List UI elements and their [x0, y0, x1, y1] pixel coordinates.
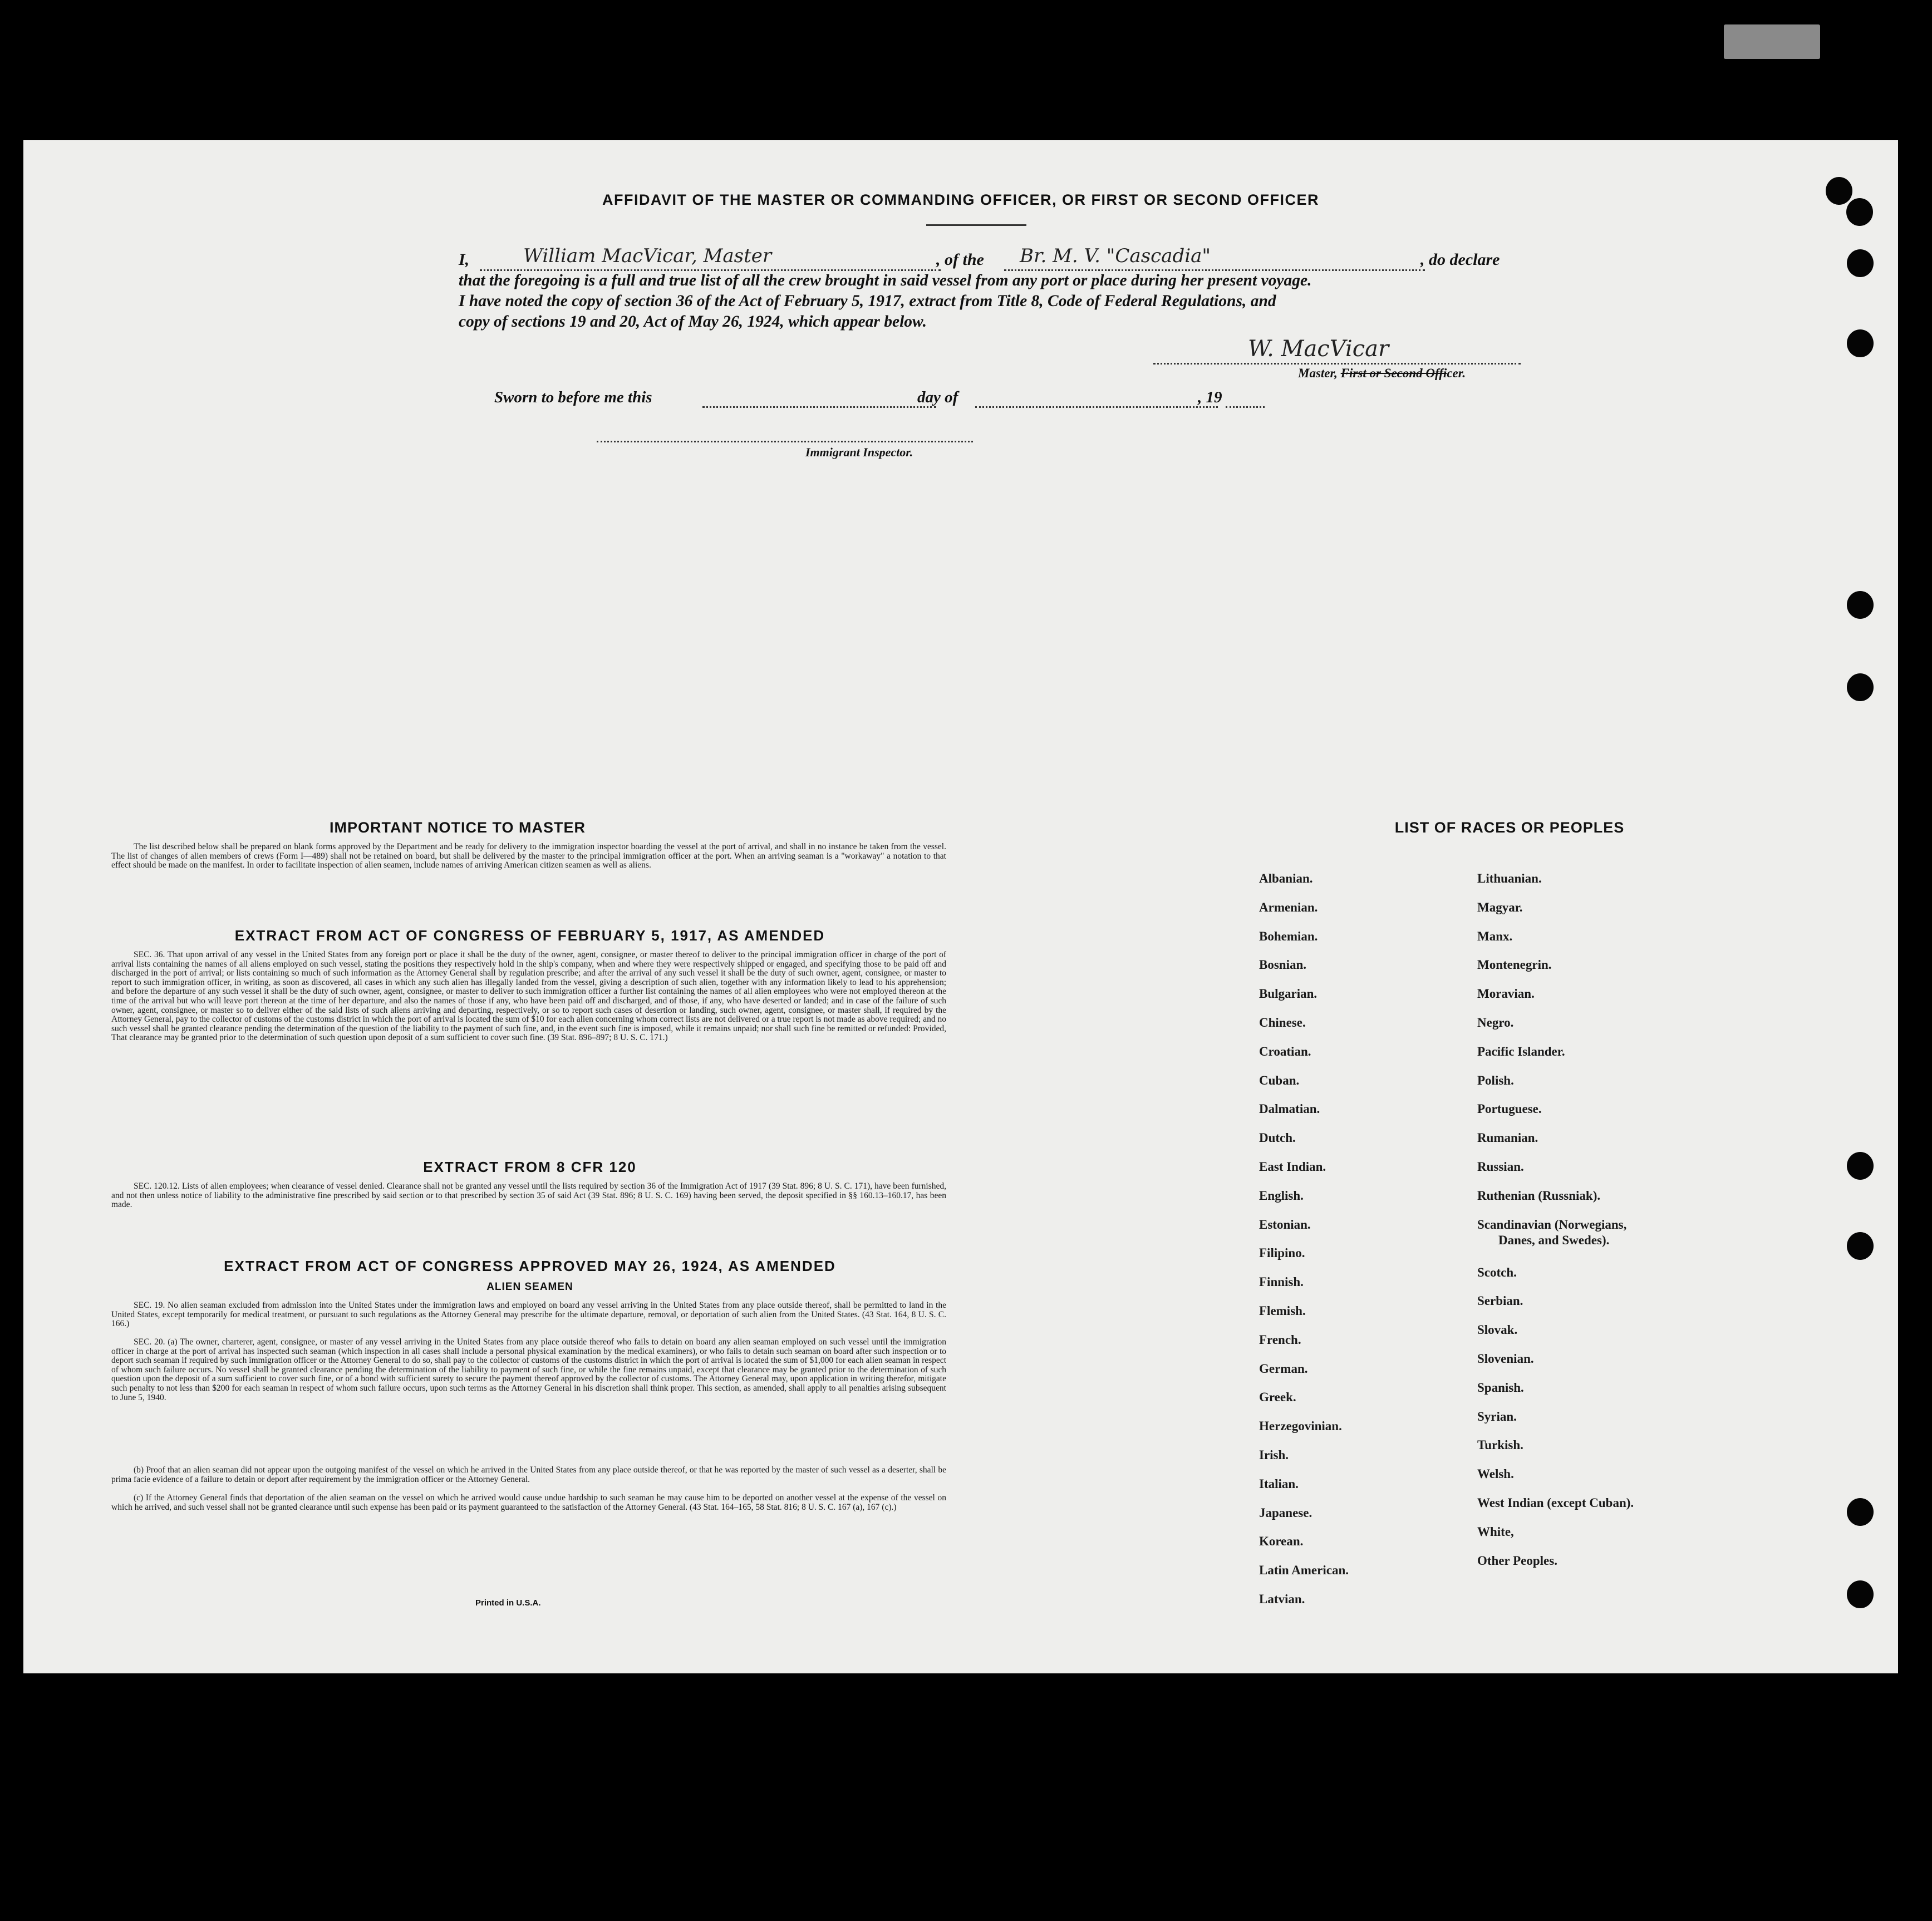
- race-item: Spanish.: [1477, 1380, 1524, 1395]
- declaration-pre-name: I,: [459, 250, 470, 269]
- declaration-line-3: I have noted the copy of section 36 of the Act of February 5, 1917, extract from Title 8, Code of Federal Regulations, and: [459, 292, 1276, 310]
- declaration-of-the: , of the: [936, 250, 984, 269]
- race-item: Korean.: [1259, 1534, 1304, 1549]
- sec-20a-text: SEC. 20. (a) The owner, charterer, agent, consignee, or master of any vessel arriving in the United States from any place outside thereof who fails to detain on board any alien seaman employed on such vessel until the immigration officer in charge at the port of arrival has inspected such seaman (which inspection in all cases shall include a personal physical examination by the medical examiners), or who fails to detain such seaman on board after such inspection or to deport such seaman if required by such immigration officer or the Attorney General to do so, shall pay to the collector of customs of the customs district in which the port of arrival is located the sum of $1,000 for each alien seaman in respect of whom such failure occurs. No vessel shall be granted clearance pending the determination of the liability to payment of such fine, or while the fine remains unpaid, except that clearance may be granted prior to the determination of such question upon the deposit of a sum sufficient to cover such fine, or of a bond with sufficient surety to secure the payment thereof approved by the collector of customs. The Attorney General may, upon application in writing therefor, mitigate such penalty to not less than $200 for each seaman in respect of whom such failure occurs, upon such terms as the Attorney General in his discretion shall think proper. This section, as amended, shall apply to all penalties arising subsequent to June 5, 1940.: [111, 1337, 946, 1402]
- race-item: Danes, and Swedes).: [1498, 1233, 1610, 1247]
- race-item: Dalmatian.: [1259, 1102, 1320, 1116]
- race-item: Herzegovinian.: [1259, 1419, 1342, 1434]
- officer-label-struck: First or Second Offi: [1340, 366, 1447, 380]
- document-page: [23, 140, 1898, 1673]
- vessel-dotline: [1004, 269, 1425, 271]
- master-label: Master,: [1298, 366, 1338, 380]
- race-item: Magyar.: [1477, 900, 1523, 914]
- sec-20c-text: (c) If the Attorney General finds that deportation of the alien seaman on the vessel on which he arrived would cause undue hardship to such seaman he may cause him to be deported on another vessel at the expense of the vessel on which he arrived, and such vessel shall not be granted clearance until such expense has been paid or its payment guaranteed to the satisfaction of the Attorney General. (43 Stat. 164–165, 58 Stat. 816; 8 U. S. C. 167 (a), 167 (c).): [111, 1493, 946, 1512]
- race-item: Manx.: [1477, 929, 1513, 943]
- race-item: Estonian.: [1259, 1217, 1311, 1232]
- race-item: Portuguese.: [1477, 1102, 1542, 1116]
- punch-hole: [1847, 329, 1874, 357]
- race-item: Lithuanian.: [1477, 871, 1542, 885]
- race-item: Latin American.: [1259, 1563, 1349, 1578]
- races-title: LIST OF RACES OR PEOPLES: [1394, 819, 1625, 836]
- sec-19-text: SEC. 19. No alien seaman excluded from admission into the United States under the immigration laws and employed on board any vessel arriving in the United States from any place outside thereof, shall be permitted to land in the United States, except temporarily for medical treatment, or pursuant to such regulations as the Attorney General may prescribe for the ultimate departure, removal, or deportation of such alien from the United States. (43 Stat. 164, 8 U. S. C. 166.): [111, 1301, 946, 1329]
- race-item: Greek.: [1259, 1390, 1296, 1405]
- race-item: Turkish.: [1477, 1438, 1523, 1452]
- alien-seamen-subtitle: ALIEN SEAMEN: [486, 1281, 573, 1293]
- notice-body: The list described below shall be prepared on blank forms approved by the Department and be ready for delivery to the immigration inspector boarding the vessel at the port of arrival, and shall in no instance be taken from the vessel. The list of changes of alien members of crews (Form I—489) shall not be retained on board, but shall be delivered by the master to the principal immigration officer at the port. When an arriving seaman is a "workaway" a notation to that effect should be made on the manifest. In order to facilitate inspection of alien seamen, include names of arriving American citizen seamen as well as aliens.: [111, 842, 946, 870]
- punch-hole: [1847, 673, 1874, 701]
- master-signature: W. MacVicar: [1248, 336, 1389, 362]
- race-item: West Indian (except Cuban).: [1477, 1496, 1634, 1510]
- sworn-month-dotline: [975, 406, 1218, 408]
- race-item: Pacific Islander.: [1477, 1044, 1565, 1058]
- race-item: Armenian.: [1259, 900, 1318, 914]
- race-item: Bosnian.: [1259, 958, 1307, 972]
- race-item: German.: [1259, 1361, 1308, 1376]
- race-item: Montenegrin.: [1477, 958, 1552, 972]
- punch-hole: [1847, 591, 1874, 619]
- race-item: Russian.: [1477, 1160, 1524, 1174]
- race-item: Scotch.: [1477, 1265, 1517, 1279]
- vessel-name-field: Br. M. V. "Cascadia": [1020, 245, 1211, 267]
- race-item: Negro.: [1477, 1016, 1514, 1030]
- race-item: Other Peoples.: [1477, 1553, 1557, 1568]
- punch-hole: [1847, 249, 1874, 277]
- inspector-label: Immigrant Inspector.: [805, 445, 913, 459]
- race-item: Japanese.: [1259, 1505, 1312, 1520]
- race-item: East Indian.: [1259, 1160, 1326, 1174]
- race-item: Cuban.: [1259, 1073, 1300, 1087]
- declaration-line-2: that the foregoing is a full and true list of all the crew brought in said vessel from any port or place during her present voyage.: [459, 272, 1312, 289]
- race-item: Rumanian.: [1477, 1131, 1538, 1145]
- race-item: Flemish.: [1259, 1304, 1306, 1318]
- officer-label: [1298, 366, 1466, 381]
- punch-hole: [1847, 1232, 1874, 1260]
- race-item: Italian.: [1259, 1476, 1299, 1491]
- extract-1917-title: EXTRACT FROM ACT OF CONGRESS OF FEBRUARY 5, 1917, AS AMENDED: [234, 927, 825, 944]
- punch-hole: [1847, 1152, 1874, 1180]
- race-item: Welsh.: [1477, 1467, 1514, 1481]
- page-title: AFFIDAVIT OF THE MASTER OR COMMANDING OFFICER, OR FIRST OR SECOND OFFICER: [602, 191, 1319, 208]
- race-item: Scandinavian (Norwegians,: [1477, 1217, 1627, 1232]
- extract-cfr-title: EXTRACT FROM 8 CFR 120: [423, 1159, 637, 1175]
- extract-1924-title: EXTRACT FROM ACT OF CONGRESS APPROVED MAY 26, 1924, AS AMENDED: [224, 1258, 836, 1274]
- printed-in-usa: Printed in U.S.A.: [475, 1598, 541, 1608]
- sec-20b-text: (b) Proof that an alien seaman did not appear upon the outgoing manifest of the vessel on which he arrived in the United States from any place outside thereof, or that he was reported by the master of such vessel as a deserter, shall be prima facie evidence of a failure to detain or deport after requirement by the immigration officer or the Attorney General.: [111, 1465, 946, 1484]
- race-item: Ruthenian (Russniak).: [1477, 1188, 1601, 1203]
- race-item: Syrian.: [1477, 1409, 1517, 1423]
- sworn-year-dotline: [1226, 406, 1265, 408]
- race-item: Bulgarian.: [1259, 987, 1318, 1001]
- race-item: Albanian.: [1259, 871, 1313, 885]
- race-item: Slovak.: [1477, 1323, 1518, 1337]
- extract-cfr-body: SEC. 120.12. Lists of alien employees; when clearance of vessel denied. Clearance shall not be granted any vessel until the lists required by section 36 of the Immigration Act of 1917 (39 Stat. 896; 8 U. S. C. 171), have been furnished, and not then unless notice of liability to the administrative fine prescribed by said section or to that prescribed by section 35 of said Act (39 Stat. 896; 8 U. S. C. 169) having been served, the deposit specified in §§ 160.13–160.17, has been made.: [111, 1181, 946, 1210]
- extract-1917-body: SEC. 36. That upon arrival of any vessel in the United States from any foreign port or place it shall be the duty of the owner, agent, consignee, or master thereof to deliver to the principal immigration officer in charge of the port of arrival lists containing the names of all aliens employed on such vessel, stating the positions they respectively hold in the ship's company, when and where they were respectively shipped or engaged, and specifying those to be paid off and discharged in the port of arrival; or lists containing so much of such information as the Attorney General shall by regulation prescribe; and after the arrival of any such vessel it shall be the duty of such owner, agent, consignee, or master to report to such immigration officer, in writing, as soon as discovered, all cases in which any such alien has illegally landed from the vessel, giving a description of such alien, together with any information likely to lead to his apprehension; and before the departure of any such vessel it shall be the duty of such owner, agent, consignee, or master to deliver to such immigration officer a further list containing the names of all alien employees who were not employed thereon at the time of the arrival but who will leave port thereon at the time of her departure, and also the names of those if any, who have been paid off and discharged, and of those, if any, who have deserted or landed; and in case of the failure of such owner, agent, consignee, or master so to deliver either of the said lists of such aliens arriving and departing, respectively, or so to report such cases of desertion or landing, such owner, agent, consignee, or master shall, if required by the Attorney General, pay to the collector of customs of the customs district in which the port of arrival is located the sum of $10 for each alien concerning whom correct lists are not delivered or a true report is not made as above required; and no such vessel shall be granted clearance pending the determination of the question of the liability to the payment of such fine, and, in the event such fine is imposed, while it remains unpaid; nor shall such fine be remitted or refunded: Provided, That clearance may be granted prior to the determination of such question upon deposit of a sum sufficient to cover such fine. (39 Stat. 896–897; 8 U. S. C. 171.): [111, 950, 946, 1043]
- title-rule: [926, 224, 1026, 226]
- film-tab: [1724, 24, 1820, 59]
- race-item: Bohemian.: [1259, 929, 1318, 943]
- sworn-year: , 19: [1198, 388, 1222, 406]
- punch-hole: [1847, 1580, 1874, 1608]
- race-item: Irish.: [1259, 1448, 1289, 1462]
- punch-hole: [1847, 1498, 1874, 1526]
- race-item: English.: [1259, 1188, 1304, 1203]
- notice-title: IMPORTANT NOTICE TO MASTER: [330, 819, 586, 836]
- declaration-do-declare: , do declare: [1420, 250, 1500, 269]
- race-item: Croatian.: [1259, 1044, 1311, 1058]
- race-item: Filipino.: [1259, 1246, 1305, 1260]
- race-item: Serbian.: [1477, 1294, 1523, 1308]
- name-dotline: [480, 269, 941, 271]
- declaration-line-4: copy of sections 19 and 20, Act of May 26, 1924, which appear below.: [459, 313, 927, 331]
- race-item: Dutch.: [1259, 1131, 1296, 1145]
- race-item: Finnish.: [1259, 1275, 1304, 1289]
- officer-label-tail: cer.: [1447, 366, 1466, 380]
- sworn-day-dotline: [702, 406, 936, 408]
- race-item: White,: [1477, 1524, 1514, 1539]
- race-item: Slovenian.: [1477, 1352, 1534, 1366]
- signature-dotline: [1153, 363, 1521, 365]
- race-item: Chinese.: [1259, 1016, 1306, 1030]
- master-name-field: William MacVicar, Master: [523, 245, 772, 267]
- race-item: Moravian.: [1477, 987, 1535, 1001]
- race-item: French.: [1259, 1332, 1301, 1347]
- race-item: Latvian.: [1259, 1592, 1305, 1606]
- race-item: Polish.: [1477, 1073, 1514, 1087]
- sworn-day-of: day of: [917, 388, 958, 406]
- sworn-text: Sworn to before me this: [494, 388, 652, 406]
